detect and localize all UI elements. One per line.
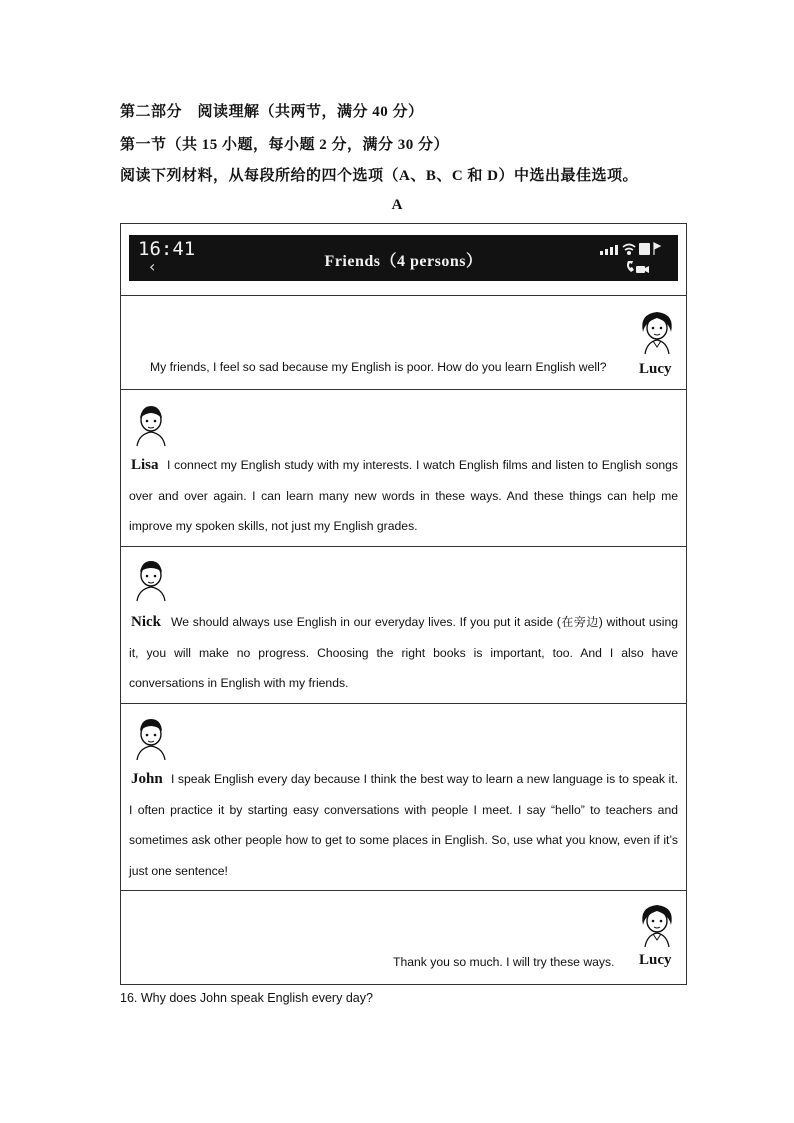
phone-time: 16:41 (138, 238, 196, 260)
sender-name: Lucy (639, 361, 672, 377)
sender-name: Nick (131, 614, 161, 630)
chat-title: Friends（4 persons） (324, 253, 483, 270)
question-16: 16. Why does John speak English every day? (120, 991, 373, 1005)
boy-avatar-icon (131, 716, 171, 762)
boy-avatar-icon (131, 557, 171, 603)
message-text: My friends, I feel so sad because my English is poor. How do you learn English well? (150, 360, 607, 374)
message-row-lucy-reply (121, 890, 686, 985)
back-arrow-icon[interactable]: ‹ (149, 257, 156, 276)
message-row-nick (121, 546, 686, 704)
passage-label: A (391, 197, 403, 213)
phone-header-row (121, 224, 686, 295)
message-row-john (121, 703, 686, 891)
message-text: Thank you so much. I will try these ways. (393, 955, 615, 969)
message-row-lisa (121, 389, 686, 547)
video-call-icon (627, 261, 649, 273)
chat-screenshot-frame (120, 223, 687, 985)
sender-name: John (131, 771, 163, 787)
wifi-icon (623, 245, 635, 255)
flag-icon (654, 243, 660, 255)
message-row-lucy (121, 295, 686, 390)
message-text: I speak English every day because I think the best way to learn a new language is to speak it. I often practice it by starting easy conversations with people I meet. I say “hello” to teachers and sometimes ask other people how to get to some places in English. So, use what you know, even if it’s just one sentence! (129, 772, 678, 878)
section-heading: 第一节（共 15 小题，每小题 2 分，满分 30 分） (120, 137, 450, 153)
part-heading: 第二部分 阅读理解（共两节，满分 40 分） (120, 104, 424, 120)
message-text: We should always use English in our everyday lives. If you put it aside (在旁边) without using it, you will make no progress. Choosing the right books is important, too. And I also have conversations in English with my friends. (129, 615, 678, 690)
signal-icon (600, 245, 618, 255)
sender-name: Lucy (639, 952, 672, 968)
battery-icon (639, 243, 650, 255)
phone-status-bar (129, 235, 678, 281)
sender-name: Lisa (131, 457, 159, 473)
status-icons (598, 239, 668, 279)
instruction-heading: 阅读下列材料，从每段所给的四个选项（A、B、C 和 D）中选出最佳选项。 (120, 168, 639, 184)
girl-avatar-icon (637, 310, 677, 356)
boy-avatar-icon (131, 402, 171, 448)
message-text: I connect my English study with my interests. I watch English films and listen to English songs over and over again. I can learn many new words in these ways. And these things can help me improve my spoken skills, not just my English grades. (129, 458, 678, 533)
girl-avatar-icon (637, 903, 677, 949)
